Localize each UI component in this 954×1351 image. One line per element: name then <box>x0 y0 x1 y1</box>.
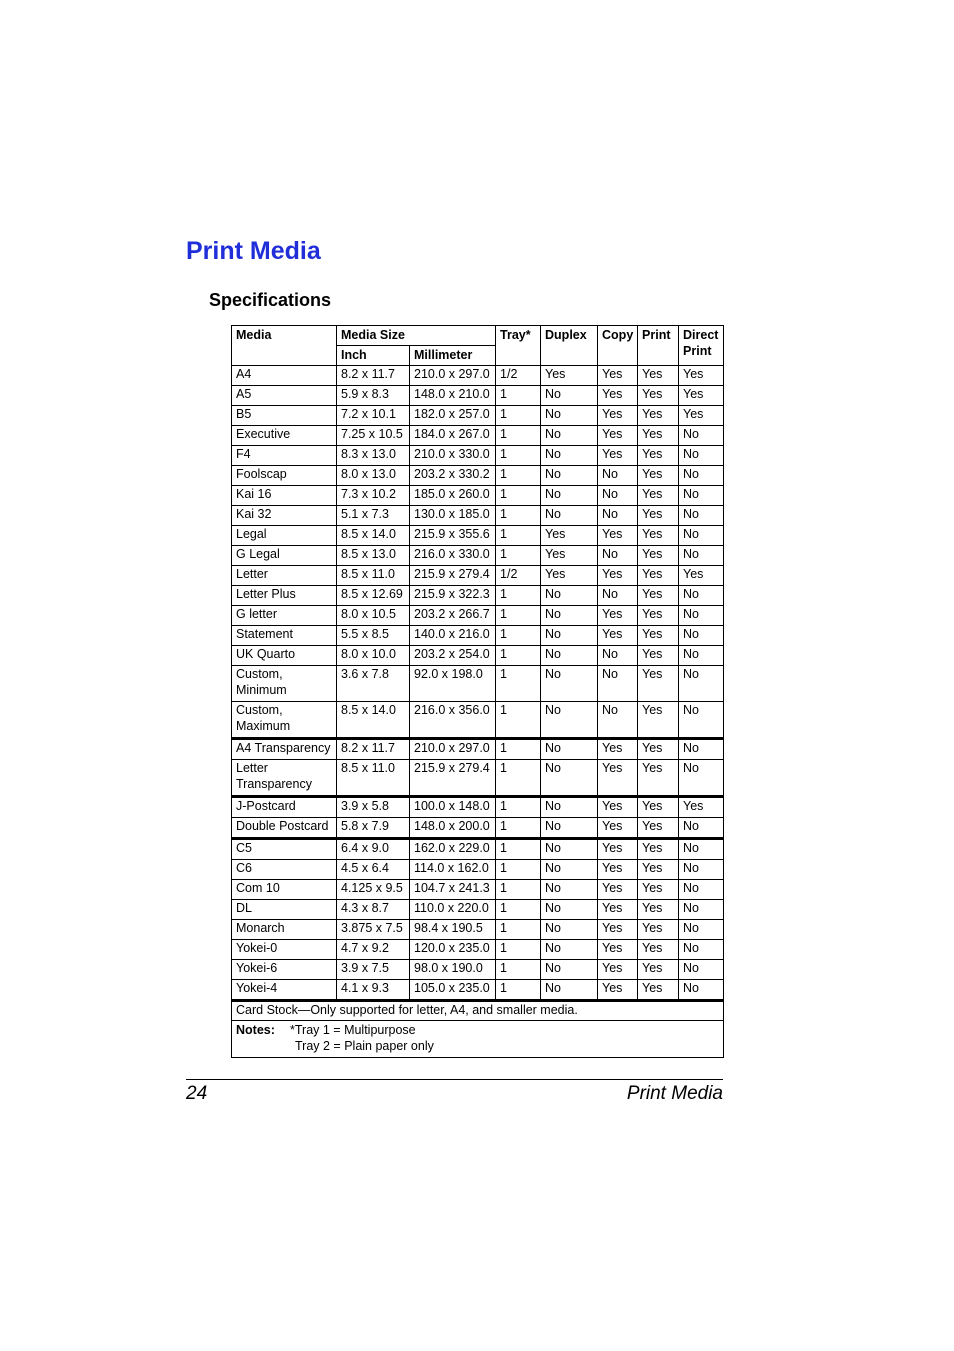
cell-print: Yes <box>638 818 679 839</box>
table-row <box>232 386 724 406</box>
cell-millimeter: 105.0 x 235.0 <box>410 980 496 1001</box>
cell-media: Letter <box>232 566 337 586</box>
cell-tray: 1 <box>496 646 541 666</box>
notes-tray1: *Tray 1 = Multipurpose <box>290 1023 416 1037</box>
header-direct-print: Direct Print <box>679 326 724 366</box>
cell-media: B5 <box>232 406 337 426</box>
cell-media: A4 <box>232 366 337 386</box>
header-row-1 <box>232 326 724 346</box>
cell-copy: No <box>598 506 638 526</box>
cell-copy: Yes <box>598 860 638 880</box>
cell-duplex: No <box>541 606 598 626</box>
cell-tray: 1 <box>496 739 541 760</box>
cell-millimeter: 215.9 x 279.4 <box>410 566 496 586</box>
cell-copy: Yes <box>598 920 638 940</box>
cell-direct-print: Yes <box>679 566 724 586</box>
cell-direct-print: No <box>679 900 724 920</box>
cell-direct-print: No <box>679 739 724 760</box>
cell-print: Yes <box>638 760 679 797</box>
table-row <box>232 566 724 586</box>
cell-direct-print: No <box>679 486 724 506</box>
cell-inch: 7.3 x 10.2 <box>337 486 410 506</box>
cell-direct-print: Yes <box>679 797 724 818</box>
cell-millimeter: 110.0 x 220.0 <box>410 900 496 920</box>
cell-duplex: No <box>541 940 598 960</box>
cell-media: Kai 32 <box>232 506 337 526</box>
cell-copy: Yes <box>598 606 638 626</box>
cell-millimeter: 210.0 x 297.0 <box>410 739 496 760</box>
cell-copy: Yes <box>598 940 638 960</box>
cell-millimeter: 182.0 x 257.0 <box>410 406 496 426</box>
cell-millimeter: 184.0 x 267.0 <box>410 426 496 446</box>
cell-duplex: No <box>541 586 598 606</box>
cell-media: Letter Transparency <box>232 760 337 797</box>
cell-print: Yes <box>638 426 679 446</box>
cell-direct-print: No <box>679 880 724 900</box>
cell-tray: 1 <box>496 386 541 406</box>
cell-media: C5 <box>232 839 337 860</box>
cell-print: Yes <box>638 506 679 526</box>
table-row <box>232 546 724 566</box>
cell-millimeter: 120.0 x 235.0 <box>410 940 496 960</box>
cell-millimeter: 185.0 x 260.0 <box>410 486 496 506</box>
cell-duplex: No <box>541 760 598 797</box>
cell-inch: 8.5 x 11.0 <box>337 566 410 586</box>
table-row <box>232 980 724 1001</box>
cell-duplex: No <box>541 818 598 839</box>
table-row <box>232 739 724 760</box>
cell-copy: Yes <box>598 426 638 446</box>
cell-print: Yes <box>638 702 679 739</box>
cell-tray: 1 <box>496 486 541 506</box>
cell-direct-print: No <box>679 940 724 960</box>
table-row <box>232 406 724 426</box>
table-row <box>232 666 724 702</box>
cell-duplex: No <box>541 646 598 666</box>
cell-media: Letter Plus <box>232 586 337 606</box>
cell-copy: No <box>598 466 638 486</box>
cell-duplex: No <box>541 900 598 920</box>
cell-millimeter: 210.0 x 297.0 <box>410 366 496 386</box>
cell-duplex: No <box>541 446 598 466</box>
cell-print: Yes <box>638 546 679 566</box>
cell-inch: 3.9 x 5.8 <box>337 797 410 818</box>
cell-tray: 1 <box>496 526 541 546</box>
cell-inch: 8.5 x 14.0 <box>337 526 410 546</box>
cell-millimeter: 203.2 x 254.0 <box>410 646 496 666</box>
cell-direct-print: No <box>679 546 724 566</box>
cell-inch: 8.5 x 13.0 <box>337 546 410 566</box>
cell-inch: 5.1 x 7.3 <box>337 506 410 526</box>
cell-direct-print: No <box>679 860 724 880</box>
header-media-size: Media Size <box>337 326 496 346</box>
cell-duplex: No <box>541 960 598 980</box>
cell-duplex: No <box>541 739 598 760</box>
cell-duplex: No <box>541 466 598 486</box>
cell-media: Legal <box>232 526 337 546</box>
cell-tray: 1 <box>496 466 541 486</box>
cell-tray: 1 <box>496 960 541 980</box>
cell-direct-print: No <box>679 980 724 1001</box>
card-stock-row <box>232 1001 724 1021</box>
cell-media: Yokei-4 <box>232 980 337 1001</box>
cell-inch: 4.3 x 8.7 <box>337 900 410 920</box>
header-inch: Inch <box>337 346 410 366</box>
header-media: Media <box>232 326 337 366</box>
table-row <box>232 646 724 666</box>
cell-millimeter: 114.0 x 162.0 <box>410 860 496 880</box>
cell-duplex: No <box>541 880 598 900</box>
cell-inch: 4.1 x 9.3 <box>337 980 410 1001</box>
cell-duplex: No <box>541 920 598 940</box>
header-duplex: Duplex <box>541 326 598 366</box>
cell-duplex: No <box>541 666 598 702</box>
table-row <box>232 960 724 980</box>
cell-inch: 4.7 x 9.2 <box>337 940 410 960</box>
cell-inch: 5.5 x 8.5 <box>337 626 410 646</box>
header-tray: Tray* <box>496 326 541 366</box>
table-row <box>232 626 724 646</box>
cell-direct-print: No <box>679 818 724 839</box>
cell-millimeter: 216.0 x 356.0 <box>410 702 496 739</box>
cell-copy: Yes <box>598 739 638 760</box>
cell-tray: 1 <box>496 426 541 446</box>
table-row <box>232 426 724 446</box>
cell-copy: Yes <box>598 760 638 797</box>
table-row <box>232 940 724 960</box>
cell-media: Yokei-0 <box>232 940 337 960</box>
cell-copy: No <box>598 486 638 506</box>
cell-inch: 5.8 x 7.9 <box>337 818 410 839</box>
cell-tray: 1 <box>496 606 541 626</box>
cell-tray: 1 <box>496 702 541 739</box>
cell-duplex: No <box>541 839 598 860</box>
cell-copy: Yes <box>598 980 638 1001</box>
cell-millimeter: 162.0 x 229.0 <box>410 839 496 860</box>
cell-direct-print: No <box>679 760 724 797</box>
cell-inch: 8.2 x 11.7 <box>337 366 410 386</box>
cell-media: Statement <box>232 626 337 646</box>
cell-inch: 7.2 x 10.1 <box>337 406 410 426</box>
cell-media: J-Postcard <box>232 797 337 818</box>
cell-print: Yes <box>638 526 679 546</box>
header-millimeter: Millimeter <box>410 346 496 366</box>
cell-print: Yes <box>638 646 679 666</box>
cell-millimeter: 215.9 x 322.3 <box>410 586 496 606</box>
cell-duplex: Yes <box>541 366 598 386</box>
cell-media: UK Quarto <box>232 646 337 666</box>
cell-tray: 1 <box>496 760 541 797</box>
cell-tray: 1 <box>496 406 541 426</box>
cell-media: F4 <box>232 446 337 466</box>
cell-copy: Yes <box>598 626 638 646</box>
cell-copy: No <box>598 666 638 702</box>
cell-direct-print: No <box>679 446 724 466</box>
cell-print: Yes <box>638 920 679 940</box>
cell-duplex: No <box>541 626 598 646</box>
cell-direct-print: No <box>679 466 724 486</box>
cell-inch: 8.3 x 13.0 <box>337 446 410 466</box>
cell-duplex: No <box>541 426 598 446</box>
cell-direct-print: No <box>679 646 724 666</box>
cell-direct-print: No <box>679 960 724 980</box>
cell-media: Executive <box>232 426 337 446</box>
cell-direct-print: No <box>679 606 724 626</box>
cell-print: Yes <box>638 797 679 818</box>
cell-duplex: Yes <box>541 526 598 546</box>
cell-print: Yes <box>638 940 679 960</box>
cell-tray: 1 <box>496 446 541 466</box>
table-row <box>232 920 724 940</box>
cell-inch: 8.0 x 10.0 <box>337 646 410 666</box>
specifications-body <box>232 366 724 1001</box>
cell-media: A4 Transparency <box>232 739 337 760</box>
notes-line-1 <box>236 1022 723 1038</box>
section-subtitle: Specifications <box>209 290 332 310</box>
cell-millimeter: 203.2 x 266.7 <box>410 606 496 626</box>
cell-copy: Yes <box>598 797 638 818</box>
cell-media: Yokei-6 <box>232 960 337 980</box>
cell-inch: 8.5 x 11.0 <box>337 760 410 797</box>
cell-duplex: No <box>541 386 598 406</box>
cell-millimeter: 148.0 x 200.0 <box>410 818 496 839</box>
cell-print: Yes <box>638 466 679 486</box>
specifications-table <box>231 325 724 1058</box>
cell-tray: 1/2 <box>496 566 541 586</box>
cell-copy: No <box>598 702 638 739</box>
cell-print: Yes <box>638 386 679 406</box>
cell-tray: 1 <box>496 818 541 839</box>
cell-millimeter: 140.0 x 216.0 <box>410 626 496 646</box>
cell-direct-print: No <box>679 666 724 702</box>
cell-inch: 8.5 x 14.0 <box>337 702 410 739</box>
cell-media: G letter <box>232 606 337 626</box>
page-number: 24 <box>186 1083 208 1104</box>
table-row <box>232 446 724 466</box>
cell-direct-print: No <box>679 626 724 646</box>
table-row <box>232 839 724 860</box>
cell-millimeter: 210.0 x 330.0 <box>410 446 496 466</box>
cell-copy: Yes <box>598 526 638 546</box>
cell-media: C6 <box>232 860 337 880</box>
cell-millimeter: 216.0 x 330.0 <box>410 546 496 566</box>
cell-print: Yes <box>638 566 679 586</box>
table-row <box>232 860 724 880</box>
cell-tray: 1 <box>496 626 541 646</box>
cell-copy: Yes <box>598 960 638 980</box>
cell-tray: 1 <box>496 797 541 818</box>
table-row <box>232 702 724 739</box>
cell-direct-print: No <box>679 586 724 606</box>
cell-tray: 1 <box>496 666 541 702</box>
cell-print: Yes <box>638 980 679 1001</box>
cell-tray: 1/2 <box>496 366 541 386</box>
cell-inch: 8.0 x 10.5 <box>337 606 410 626</box>
cell-print: Yes <box>638 860 679 880</box>
cell-print: Yes <box>638 446 679 466</box>
cell-copy: Yes <box>598 406 638 426</box>
cell-media: Foolscap <box>232 466 337 486</box>
cell-tray: 1 <box>496 880 541 900</box>
cell-inch: 3.9 x 7.5 <box>337 960 410 980</box>
table-row <box>232 366 724 386</box>
cell-print: Yes <box>638 406 679 426</box>
cell-media: Monarch <box>232 920 337 940</box>
page-title: Print Media <box>186 237 321 265</box>
cell-inch: 7.25 x 10.5 <box>337 426 410 446</box>
cell-direct-print: No <box>679 839 724 860</box>
notes-cell <box>232 1021 724 1058</box>
cell-media: Custom, Maximum <box>232 702 337 739</box>
cell-media: G Legal <box>232 546 337 566</box>
cell-direct-print: Yes <box>679 406 724 426</box>
cell-copy: Yes <box>598 366 638 386</box>
cell-duplex: Yes <box>541 546 598 566</box>
cell-print: Yes <box>638 960 679 980</box>
cell-inch: 8.5 x 12.69 <box>337 586 410 606</box>
cell-direct-print: No <box>679 702 724 739</box>
table-row <box>232 526 724 546</box>
cell-inch: 8.0 x 13.0 <box>337 466 410 486</box>
cell-tray: 1 <box>496 839 541 860</box>
card-stock-note: Card Stock—Only supported for letter, A4, and smaller media. <box>232 1001 724 1021</box>
header-print: Print <box>638 326 679 366</box>
cell-tray: 1 <box>496 506 541 526</box>
table-row <box>232 466 724 486</box>
cell-copy: Yes <box>598 880 638 900</box>
cell-tray: 1 <box>496 546 541 566</box>
cell-duplex: No <box>541 797 598 818</box>
cell-print: Yes <box>638 366 679 386</box>
cell-millimeter: 98.0 x 190.0 <box>410 960 496 980</box>
cell-millimeter: 148.0 x 210.0 <box>410 386 496 406</box>
cell-copy: No <box>598 546 638 566</box>
cell-copy: No <box>598 646 638 666</box>
cell-inch: 4.125 x 9.5 <box>337 880 410 900</box>
cell-duplex: No <box>541 406 598 426</box>
cell-millimeter: 98.4 x 190.5 <box>410 920 496 940</box>
cell-inch: 3.875 x 7.5 <box>337 920 410 940</box>
cell-media: Kai 16 <box>232 486 337 506</box>
cell-print: Yes <box>638 880 679 900</box>
table-row <box>232 586 724 606</box>
table-row <box>232 606 724 626</box>
cell-copy: Yes <box>598 839 638 860</box>
cell-media: A5 <box>232 386 337 406</box>
header-copy: Copy <box>598 326 638 366</box>
table-row <box>232 760 724 797</box>
notes-label: Notes: <box>236 1023 275 1037</box>
cell-direct-print: Yes <box>679 366 724 386</box>
cell-millimeter: 130.0 x 185.0 <box>410 506 496 526</box>
cell-millimeter: 215.9 x 279.4 <box>410 760 496 797</box>
cell-millimeter: 203.2 x 330.2 <box>410 466 496 486</box>
cell-tray: 1 <box>496 940 541 960</box>
cell-tray: 1 <box>496 900 541 920</box>
cell-media: Double Postcard <box>232 818 337 839</box>
cell-direct-print: No <box>679 506 724 526</box>
table-row <box>232 486 724 506</box>
table-row <box>232 506 724 526</box>
cell-media: DL <box>232 900 337 920</box>
cell-print: Yes <box>638 586 679 606</box>
cell-print: Yes <box>638 900 679 920</box>
cell-media: Custom, Minimum <box>232 666 337 702</box>
cell-duplex: No <box>541 702 598 739</box>
cell-millimeter: 100.0 x 148.0 <box>410 797 496 818</box>
cell-direct-print: No <box>679 920 724 940</box>
cell-duplex: Yes <box>541 566 598 586</box>
footer-section-title: Print Media <box>626 1083 723 1104</box>
cell-millimeter: 92.0 x 198.0 <box>410 666 496 702</box>
cell-tray: 1 <box>496 980 541 1001</box>
cell-print: Yes <box>638 739 679 760</box>
cell-tray: 1 <box>496 860 541 880</box>
cell-duplex: No <box>541 486 598 506</box>
cell-duplex: No <box>541 860 598 880</box>
cell-print: Yes <box>638 486 679 506</box>
cell-tray: 1 <box>496 920 541 940</box>
table-row <box>232 900 724 920</box>
table-row <box>232 880 724 900</box>
cell-inch: 4.5 x 6.4 <box>337 860 410 880</box>
cell-duplex: No <box>541 506 598 526</box>
cell-millimeter: 104.7 x 241.3 <box>410 880 496 900</box>
cell-print: Yes <box>638 606 679 626</box>
cell-copy: Yes <box>598 386 638 406</box>
cell-print: Yes <box>638 626 679 646</box>
cell-copy: Yes <box>598 446 638 466</box>
notes-tray2: Tray 2 = Plain paper only <box>295 1039 434 1053</box>
cell-print: Yes <box>638 666 679 702</box>
cell-direct-print: Yes <box>679 386 724 406</box>
cell-inch: 8.2 x 11.7 <box>337 739 410 760</box>
table-row <box>232 797 724 818</box>
cell-direct-print: No <box>679 526 724 546</box>
cell-copy: Yes <box>598 900 638 920</box>
cell-duplex: No <box>541 980 598 1001</box>
table-row <box>232 818 724 839</box>
footer-rule <box>186 1079 723 1080</box>
cell-tray: 1 <box>496 586 541 606</box>
cell-media: Com 10 <box>232 880 337 900</box>
cell-print: Yes <box>638 839 679 860</box>
cell-copy: Yes <box>598 566 638 586</box>
cell-inch: 3.6 x 7.8 <box>337 666 410 702</box>
cell-copy: Yes <box>598 818 638 839</box>
cell-inch: 6.4 x 9.0 <box>337 839 410 860</box>
cell-copy: No <box>598 586 638 606</box>
cell-direct-print: No <box>679 426 724 446</box>
cell-millimeter: 215.9 x 355.6 <box>410 526 496 546</box>
cell-inch: 5.9 x 8.3 <box>337 386 410 406</box>
notes-row <box>232 1021 724 1058</box>
